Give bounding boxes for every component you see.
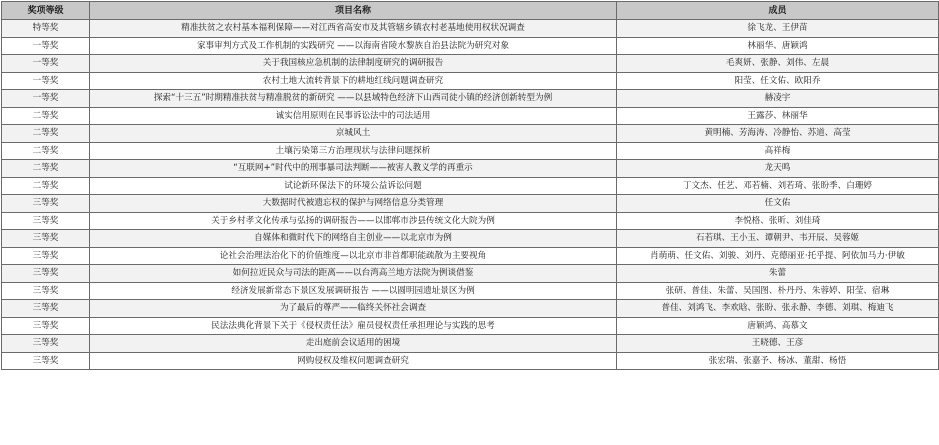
cell-title: 民法法典化背景下关于《侵权责任法》雇员侵权责任承担理论与实践的思考 xyxy=(90,317,617,335)
cell-level: 三等奖 xyxy=(2,352,90,370)
table-row xyxy=(2,107,939,125)
cell-level: 三等奖 xyxy=(2,317,90,335)
table-row xyxy=(2,335,939,353)
cell-members: 张研、普佳、朱蕾、吴国图、朴丹丹、朱蓉婷、阳莹、宿琳 xyxy=(617,282,939,300)
table-row xyxy=(2,160,939,178)
cell-members: 林丽华、唐颖鸿 xyxy=(617,37,939,55)
cell-members: 黄明楠、芳海涛、冷静怡、苏道、高莹 xyxy=(617,125,939,143)
table-row xyxy=(2,90,939,108)
table-row xyxy=(2,20,939,38)
cell-level: 一等奖 xyxy=(2,37,90,55)
table-row xyxy=(2,352,939,370)
table-row xyxy=(2,177,939,195)
table-row xyxy=(2,72,939,90)
cell-level: 三等奖 xyxy=(2,335,90,353)
cell-level: 二等奖 xyxy=(2,125,90,143)
cell-members: 阳莹、任文佑、欧阳乔 xyxy=(617,72,939,90)
cell-level: 三等奖 xyxy=(2,300,90,318)
cell-level: 二等奖 xyxy=(2,107,90,125)
cell-title: 京城风土 xyxy=(90,125,617,143)
cell-level: 三等奖 xyxy=(2,247,90,265)
cell-members: 李悦格、张昕、刘佳琦 xyxy=(617,212,939,230)
cell-members: 王晓德、王彦 xyxy=(617,335,939,353)
cell-title: 自媒体和微时代下的网络自主创业——以北京市为例 xyxy=(90,230,617,248)
cell-level: 三等奖 xyxy=(2,212,90,230)
cell-title: 探索“十三五”时期精准扶贫与精准脱贫的新研究 ——以县域特色经济下山西司徒小镇的经济创新转型为例 xyxy=(90,90,617,108)
cell-title: 试论新环保法下的环境公益诉讼问题 xyxy=(90,177,617,195)
cell-title: 如何拉近民众与司法的距离——以台湾高兰地方法院为例谈借鉴 xyxy=(90,265,617,283)
table-row xyxy=(2,142,939,160)
table-row xyxy=(2,37,939,55)
cell-level: 一等奖 xyxy=(2,72,90,90)
cell-title: 关于我国核应急机制的法律制度研究的调研报告 xyxy=(90,55,617,73)
cell-level: 特等奖 xyxy=(2,20,90,38)
cell-title: 网购侵权及维权问题调查研究 xyxy=(90,352,617,370)
cell-members: 毛爽妍、张静、刘伟、左晨 xyxy=(617,55,939,73)
cell-title: 为了最后的尊严——临终关怀社会调查 xyxy=(90,300,617,318)
cell-level: 二等奖 xyxy=(2,142,90,160)
header-level: 奖项等级 xyxy=(2,2,90,20)
cell-title: 农村土地大流转背景下的耕地红线问题调查研究 xyxy=(90,72,617,90)
cell-members: 丁文杰、任艺、邓若楠、刘若琦、张盼季、白珊婷 xyxy=(617,177,939,195)
cell-title: “互联网+”时代中的刑事暴司法判断——被害人教义学的再重示 xyxy=(90,160,617,178)
cell-level: 三等奖 xyxy=(2,282,90,300)
table-row xyxy=(2,247,939,265)
cell-title: 大数据时代被遗忘权的保护与网络信息分类管理 xyxy=(90,195,617,213)
cell-level: 三等奖 xyxy=(2,230,90,248)
cell-level: 三等奖 xyxy=(2,195,90,213)
cell-members: 任文佑 xyxy=(617,195,939,213)
table-row xyxy=(2,265,939,283)
cell-level: 一等奖 xyxy=(2,90,90,108)
cell-members: 赫凌宇 xyxy=(617,90,939,108)
table-row xyxy=(2,317,939,335)
cell-title: 经济发展新常态下景区发展调研报告 ——以圆明园遗址景区为例 xyxy=(90,282,617,300)
cell-level: 一等奖 xyxy=(2,55,90,73)
cell-title: 诚实信用原则在民事诉讼法中的司法适用 xyxy=(90,107,617,125)
cell-title: 土壤污染第三方治理现状与法律问题探析 xyxy=(90,142,617,160)
table-row xyxy=(2,230,939,248)
cell-members: 朱蕾 xyxy=(617,265,939,283)
cell-members: 徐飞龙、王伊苗 xyxy=(617,20,939,38)
cell-title: 精准扶贫之农村基本福利保障——对江西省高安市及其管辖乡镇农村老基地使用权状况调查 xyxy=(90,20,617,38)
cell-members: 唐颖鸿、高慕文 xyxy=(617,317,939,335)
header-row xyxy=(2,2,939,20)
table-row xyxy=(2,212,939,230)
header-title: 项目名称 xyxy=(90,2,617,20)
cell-title: 论社会治理法治化下的价值维度—以北京市非首都职能疏散为主要视角 xyxy=(90,247,617,265)
cell-title: 走出庭前会议适用的困境 xyxy=(90,335,617,353)
table-row xyxy=(2,282,939,300)
cell-level: 三等奖 xyxy=(2,265,90,283)
table-row xyxy=(2,195,939,213)
cell-members: 王露莎、林丽华 xyxy=(617,107,939,125)
cell-level: 二等奖 xyxy=(2,160,90,178)
cell-title: 家事审判方式及工作机制的实践研究 ——以海南省陵水黎族自治县法院为研究对象 xyxy=(90,37,617,55)
table-row xyxy=(2,125,939,143)
table-row xyxy=(2,300,939,318)
cell-members: 张宏瑞、张嘉予、杨冰、董甜、杨悟 xyxy=(617,352,939,370)
cell-members: 普佳、刘鸿飞、李欢晗、张盼、张永静、李德、刘琪、梅迪飞 xyxy=(617,300,939,318)
cell-title: 关于乡村孝文化传承与弘扬的调研报告——以邯郸市涉县传统文化大院为例 xyxy=(90,212,617,230)
cell-members: 石若琪、王小玉、谭朝尹、韦开辰、吴蓉姬 xyxy=(617,230,939,248)
cell-members: 肖萌萌、任文佑、刘骏、刘丹、克德丽亚·托乎提、阿依加马力·伊敏 xyxy=(617,247,939,265)
awards-table xyxy=(1,1,939,370)
table-row xyxy=(2,55,939,73)
cell-level: 二等奖 xyxy=(2,177,90,195)
cell-members: 高祥梅 xyxy=(617,142,939,160)
cell-members: 龙天鸣 xyxy=(617,160,939,178)
header-members: 成员 xyxy=(617,2,939,20)
